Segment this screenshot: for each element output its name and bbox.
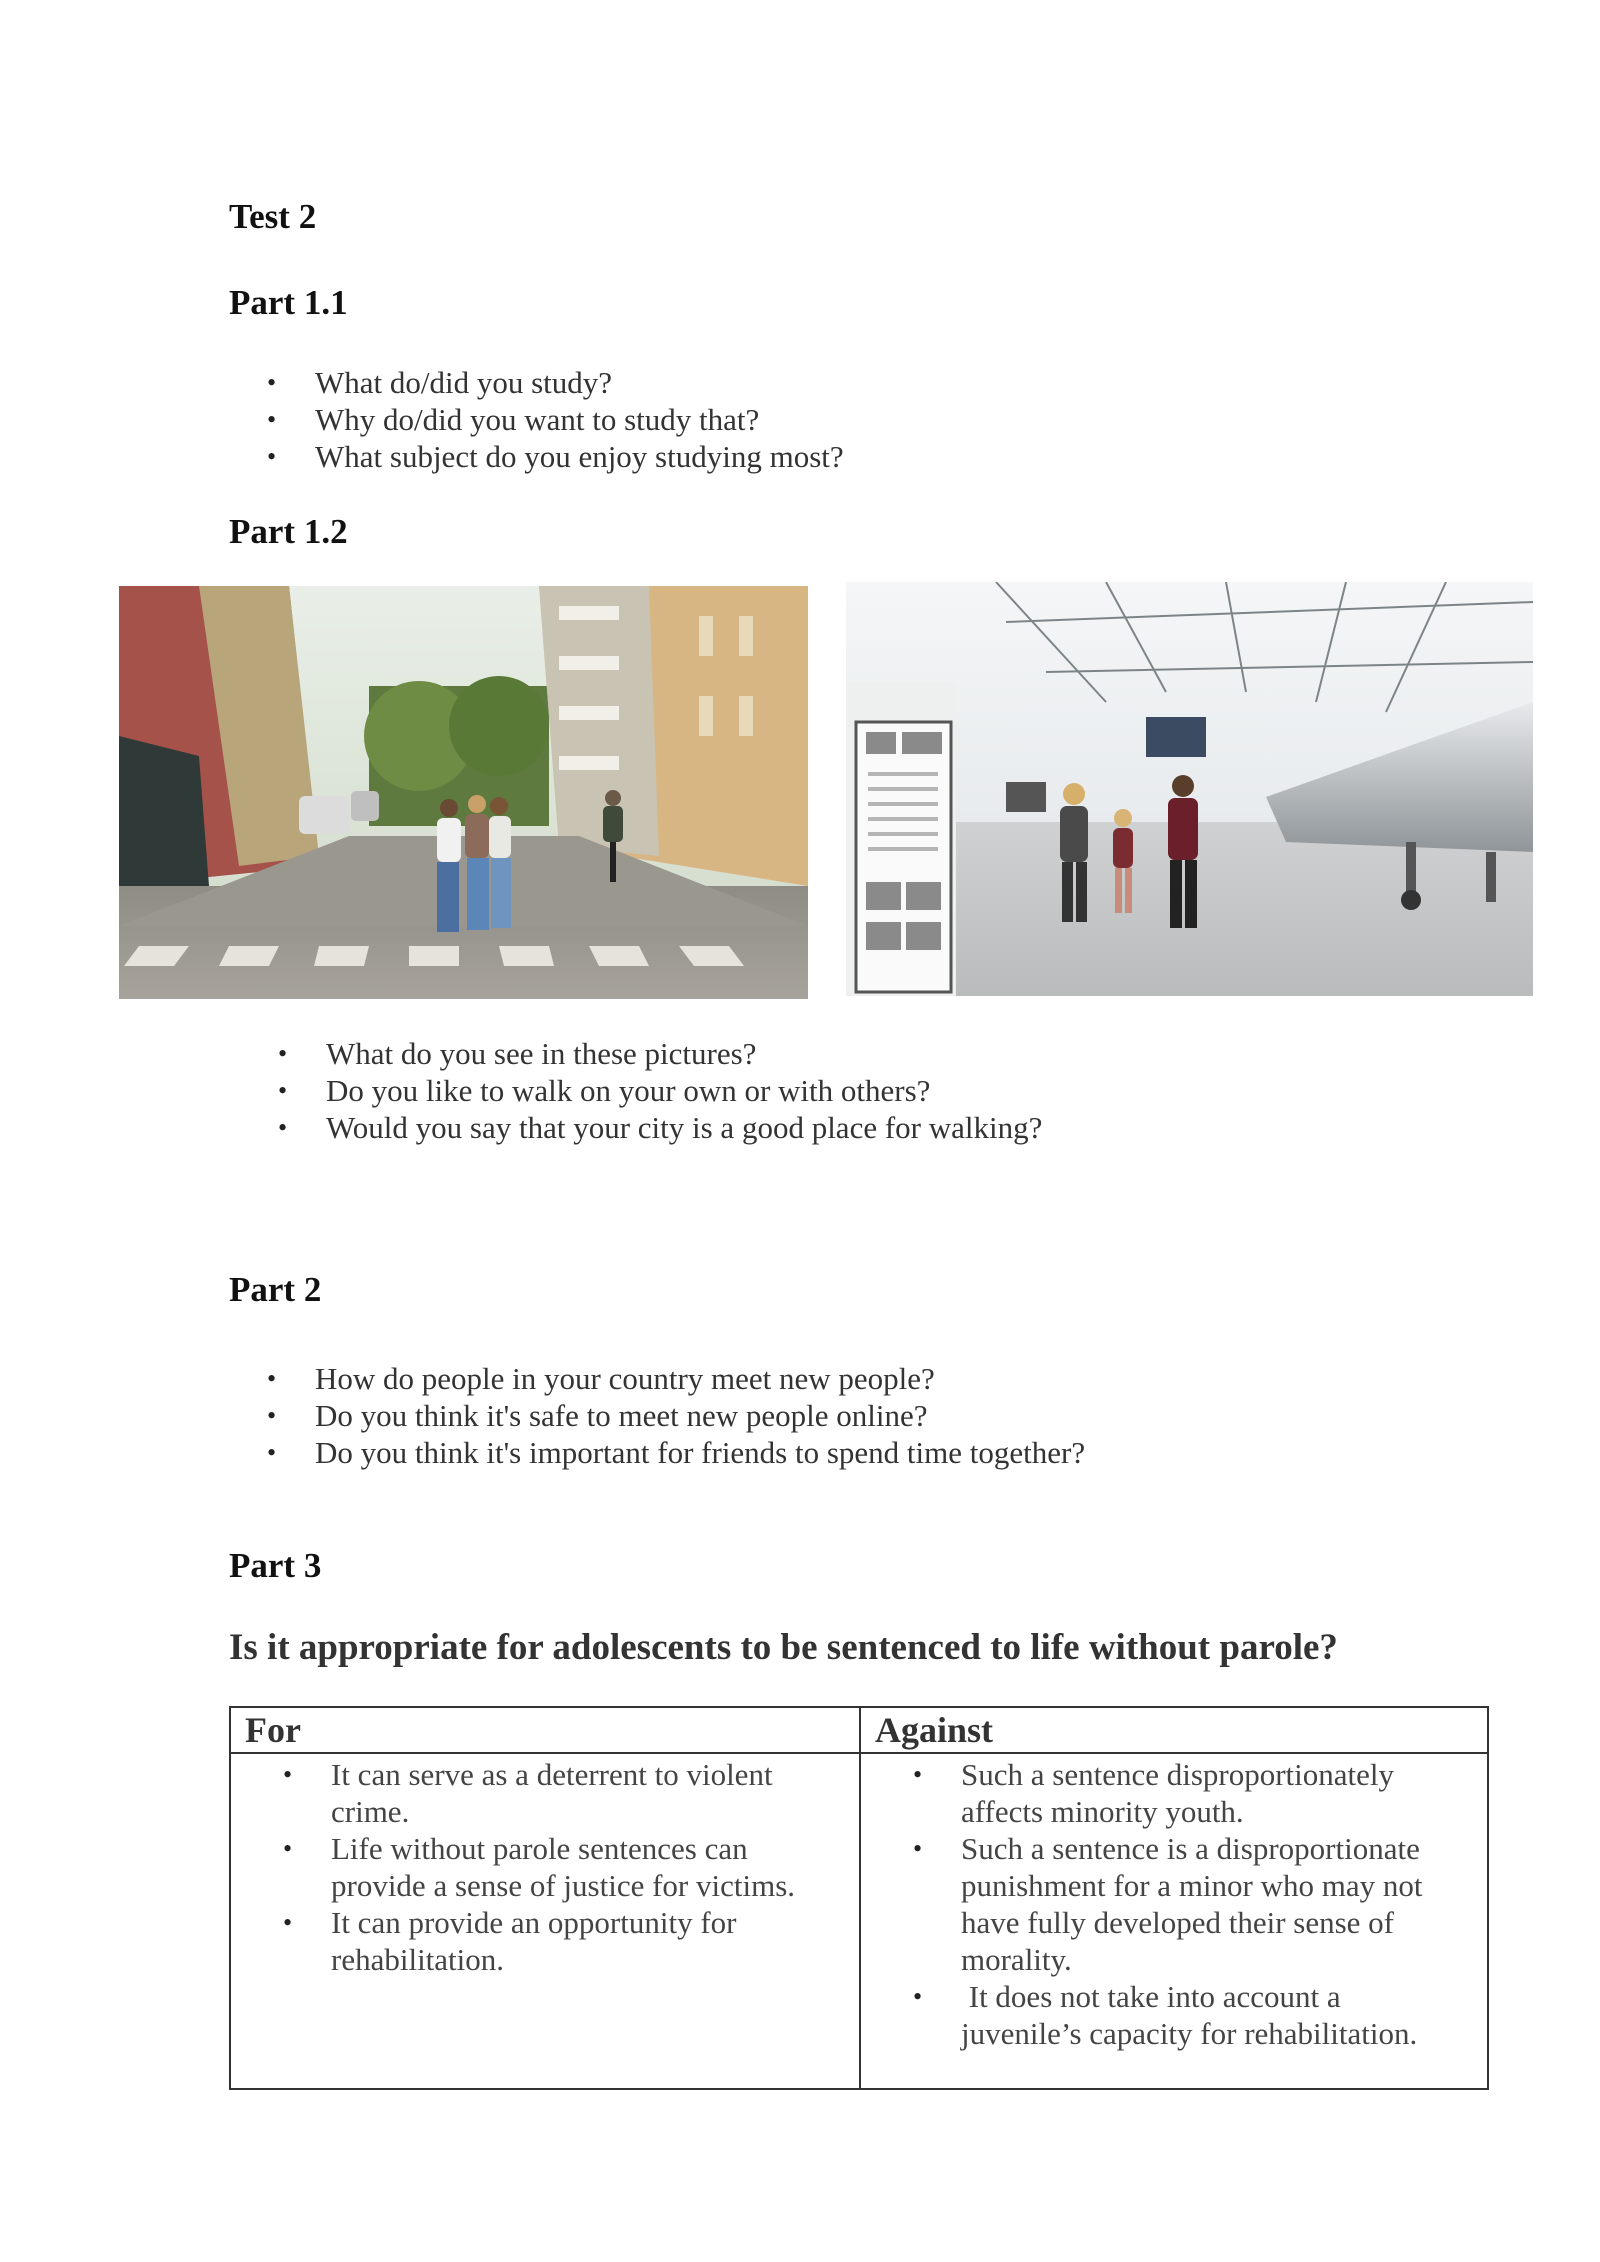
list-item: • What subject do you enjoy studying most? <box>315 438 844 475</box>
list-item: • How do people in your country meet new people? <box>315 1360 1085 1397</box>
list-item: • What do/did you study? <box>315 364 844 401</box>
for-column-header: For <box>230 1707 860 1753</box>
street-crossing-photo <box>119 586 808 999</box>
against-points-cell <box>860 1753 1488 2089</box>
part-2-questions <box>315 1360 1085 1471</box>
museum-hangar-photo <box>846 582 1533 996</box>
against-column-header: Against <box>860 1707 1488 1753</box>
part-1-1-heading: Part 1.1 <box>229 283 348 322</box>
list-item: • It can serve as a deterrent to violent crime. <box>331 1756 829 1830</box>
document-title: Test 2 <box>229 197 317 236</box>
list-item: • Do you think it's safe to meet new people online? <box>315 1397 1085 1434</box>
for-against-table <box>229 1706 1489 2090</box>
part-1-2-questions <box>326 1035 1042 1146</box>
list-item: • Life without parole sentences can provide a sense of justice for victims. <box>331 1830 829 1904</box>
list-item: • Do you like to walk on your own or with others? <box>326 1072 1042 1109</box>
list-item: • Such a sentence is a disproportionate punishment for a minor who may not have fully developed their sense of morality. <box>961 1830 1457 1978</box>
part-2-heading: Part 2 <box>229 1270 322 1309</box>
list-item: • Would you say that your city is a good place for walking? <box>326 1109 1042 1146</box>
list-item: • What do you see in these pictures? <box>326 1035 1042 1072</box>
list-item: • Why do/did you want to study that? <box>315 401 844 438</box>
list-item: • It can provide an opportunity for rehabilitation. <box>331 1904 829 1978</box>
for-points-cell <box>230 1753 860 2089</box>
list-item: • It does not take into account a juvenile’s capacity for rehabilitation. <box>961 1978 1457 2052</box>
debate-question: Is it appropriate for adolescents to be sentenced to life without parole? <box>229 1627 1338 1668</box>
list-item: • Do you think it's important for friends to spend time together? <box>315 1434 1085 1471</box>
part-1-2-heading: Part 1.2 <box>229 512 348 551</box>
part-3-heading: Part 3 <box>229 1546 322 1585</box>
part-1-1-questions <box>315 364 844 475</box>
list-item: • Such a sentence disproportionately affects minority youth. <box>961 1756 1457 1830</box>
